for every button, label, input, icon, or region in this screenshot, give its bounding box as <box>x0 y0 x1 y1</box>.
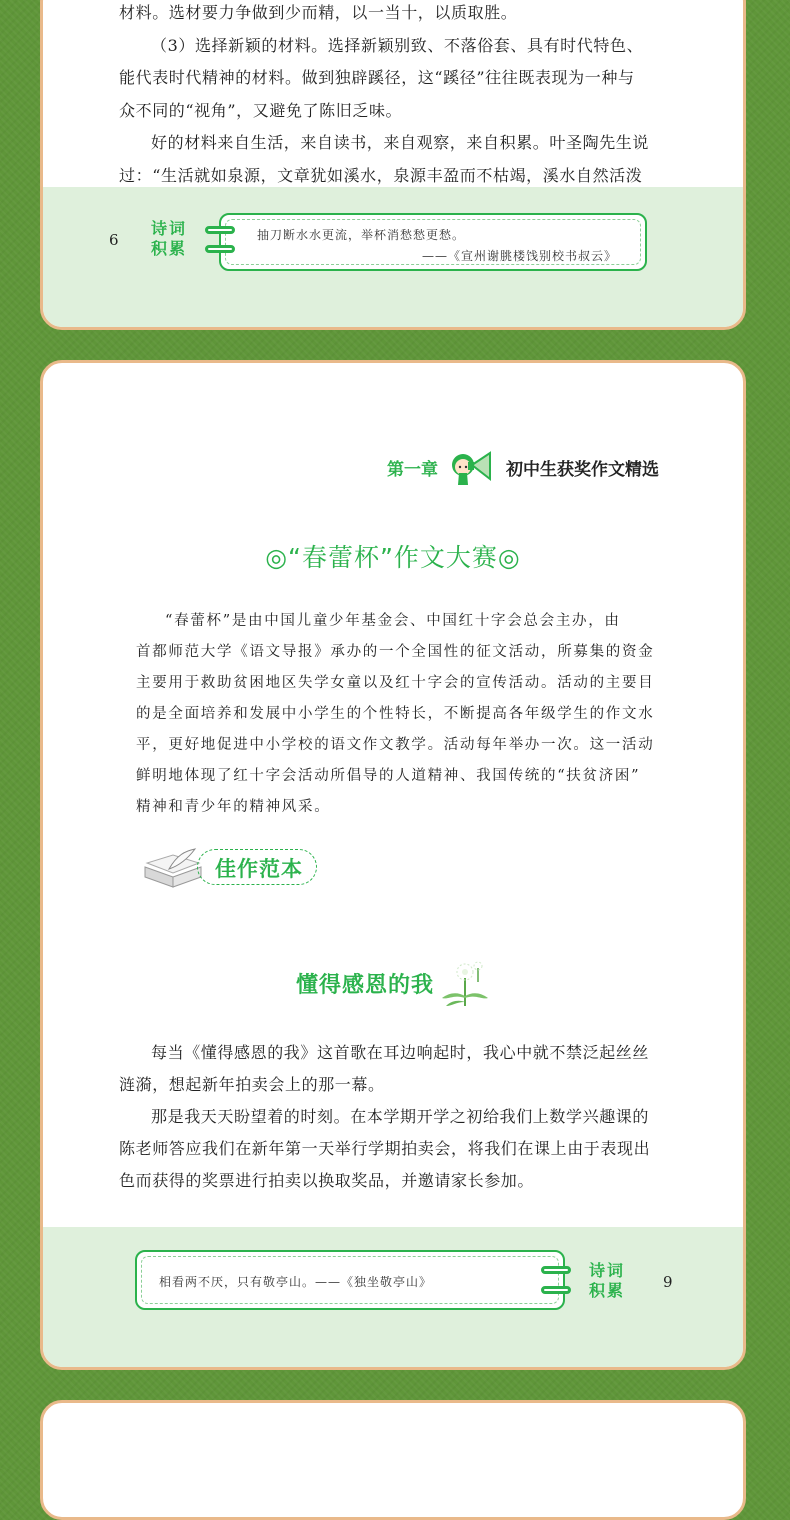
chapter-title: 初中生获奖作文精选 <box>506 459 659 480</box>
paragraph-line: （3）选择新颖的材料。选择新颖别致、不落俗套、具有时代特色、 <box>151 35 644 55</box>
intro-line: 鲜明地体现了红十字会活动所倡导的人道精神、我国传统的“扶贫济困” <box>136 768 641 784</box>
paragraph-line: 过：“生活就如泉源，文章犹如溪水，泉源丰盈而不枯竭，溪水自然活泼 <box>119 165 643 185</box>
poem-box <box>135 1250 565 1310</box>
paragraph-line: 能代表时代精神的材料。做到独辟蹊径，这“蹊径”往往既表现为一种与 <box>119 68 635 87</box>
ring-binder-icon <box>205 245 235 253</box>
page-number: 6 <box>109 231 119 249</box>
poem-tag-line: 积累 <box>151 239 188 258</box>
badge-label: 佳作范本 <box>215 857 303 881</box>
poem-text: 抽刀断水水更流，举杯消愁愁更愁。 <box>257 228 466 242</box>
paragraph-line: 材料。选材要力争做到少而精，以一当十，以质取胜。 <box>119 3 518 22</box>
book-page-next <box>40 1400 746 1520</box>
book-page-6 <box>40 0 746 330</box>
poem-source: ——《宣州谢朓楼饯别校书叔云》 <box>421 249 617 263</box>
essay-title-row <box>43 958 743 1008</box>
poem-tag <box>589 1261 625 1301</box>
page6-body-text <box>119 0 679 192</box>
poem-tag-line: 诗词 <box>589 1261 626 1280</box>
ring-binder-icon <box>541 1266 571 1274</box>
essay-body <box>119 1037 679 1197</box>
ring-binder-icon <box>205 226 235 234</box>
featured-essay-badge <box>139 847 321 889</box>
poem-box <box>219 213 647 271</box>
ring-binder-icon <box>541 1286 571 1294</box>
dandelion-icon <box>440 958 490 1008</box>
intro-line: 精神和青少年的精神风采。 <box>136 799 331 815</box>
essay-title: 懂得感恩的我 <box>295 972 434 998</box>
essay-line: 那是我天天盼望着的时刻。在本学期开学之初给我们上数学兴趣课的 <box>151 1107 650 1126</box>
chapter-label: 第一章 <box>387 459 438 480</box>
essay-line: 色而获得的奖票进行拍卖以换取奖品，并邀请家长参加。 <box>119 1171 535 1190</box>
essay-line: 涟漪，想起新年拍卖会上的那一幕。 <box>119 1075 385 1094</box>
essay-line: 陈老师答应我们在新年第一天举行学期拍卖会，将我们在课上由于表现出 <box>119 1139 651 1158</box>
intro-line: 首都师范大学《语文导报》承办的一个全国性的征文活动，所募集的资金 <box>136 644 655 660</box>
intro-line: 平，更好地促进中小学校的语文作文教学。活动每年举办一次。这一活动 <box>136 737 655 753</box>
essay-line: 每当《懂得感恩的我》这首歌在耳边响起时，我心中就不禁泛起丝丝 <box>151 1043 650 1062</box>
intro-line: 主要用于救助贫困地区失学女童以及红十字会的宣传活动。活动的主要目 <box>136 675 655 691</box>
paragraph-line: 好的材料来自生活，来自读书，来自观察，来自积累。叶圣陶先生说 <box>151 133 650 152</box>
poem-tag-line: 诗词 <box>151 219 188 238</box>
intro-line: “春蕾杯”是由中国儿童少年基金会、中国红十字会总会主办，由 <box>165 613 621 629</box>
poem-text: 相看两不厌，只有敬亭山。——《独坐敬亭山》 <box>159 1275 433 1289</box>
book-page-9 <box>40 360 746 1370</box>
paragraph-line: 众不同的“视角”，又避免了陈旧乏味。 <box>119 100 403 120</box>
page-number: 9 <box>663 1273 673 1291</box>
poem-tag <box>151 219 187 259</box>
megaphone-girl-icon <box>446 447 496 487</box>
chapter-header <box>387 447 659 487</box>
intro-line: 的是全面培养和发展中小学生的个性特长，不断提高各年级学生的作文水 <box>136 706 655 722</box>
poem-tag-line: 积累 <box>589 1281 626 1300</box>
intro-paragraph <box>136 606 666 823</box>
section-title: ◎“春蕾杯”作文大赛◎ <box>265 543 521 572</box>
